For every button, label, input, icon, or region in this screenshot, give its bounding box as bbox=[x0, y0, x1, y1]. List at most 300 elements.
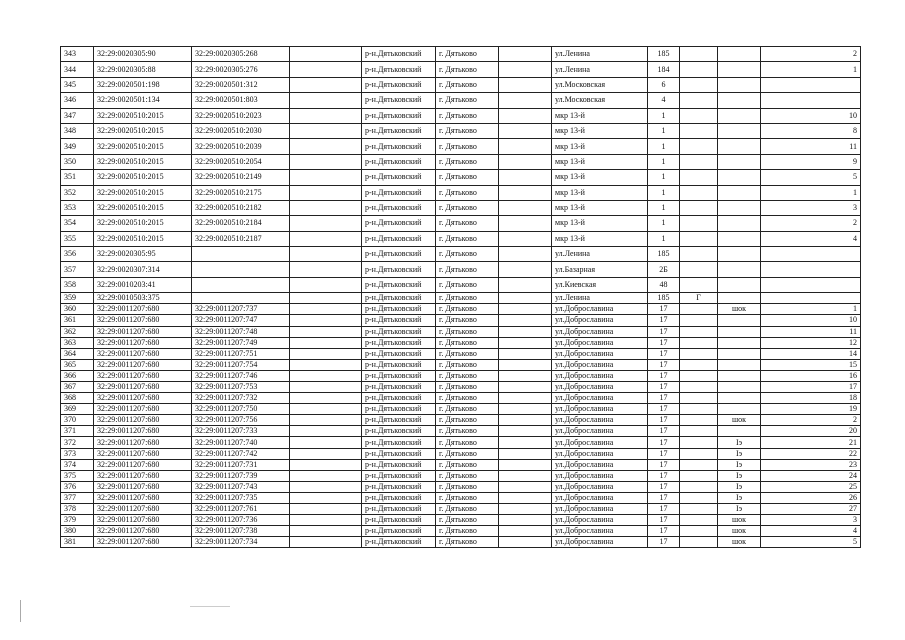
house-number: 17 bbox=[648, 515, 680, 526]
empty-cell bbox=[290, 123, 362, 138]
table-row bbox=[61, 393, 861, 404]
house-number: 1 bbox=[648, 200, 680, 215]
district: р-н.Дятьковский bbox=[362, 515, 436, 526]
city: г. Дятьково bbox=[436, 123, 499, 138]
flat-number: 1 bbox=[761, 304, 861, 315]
flat-number: 5 bbox=[761, 537, 861, 548]
empty-cell bbox=[290, 404, 362, 415]
house-number: 1 bbox=[648, 185, 680, 200]
street: ул.Доброславина bbox=[552, 448, 648, 459]
row-number: 380 bbox=[61, 526, 94, 537]
cadastral-number-parcel: 32:29:0010503:375 bbox=[94, 293, 192, 304]
flat-number: 1 bbox=[761, 62, 861, 77]
city: г. Дятьково bbox=[436, 404, 499, 415]
premises-type: Iэ bbox=[718, 459, 761, 470]
premises-type: шок bbox=[718, 526, 761, 537]
district: р-н.Дятьковский bbox=[362, 326, 436, 337]
house-number: 185 bbox=[648, 293, 680, 304]
row-number: 356 bbox=[61, 247, 94, 262]
table-row bbox=[61, 481, 861, 492]
table-row bbox=[61, 108, 861, 123]
house-number: 1 bbox=[648, 123, 680, 138]
empty-cell bbox=[499, 77, 552, 92]
street: ул.Киевская bbox=[552, 277, 648, 292]
empty-cell bbox=[290, 426, 362, 437]
cadastral-number-unit: 32:29:0011207:753 bbox=[192, 382, 290, 393]
city: г. Дятьково bbox=[436, 359, 499, 370]
street: ул.Доброславина bbox=[552, 337, 648, 348]
empty-cell bbox=[499, 247, 552, 262]
row-number: 378 bbox=[61, 504, 94, 515]
cadastral-number-parcel: 32:29:0011207:680 bbox=[94, 492, 192, 503]
row-number: 347 bbox=[61, 108, 94, 123]
table-row bbox=[61, 459, 861, 470]
empty-cell bbox=[290, 504, 362, 515]
premises-type bbox=[718, 404, 761, 415]
row-number: 343 bbox=[61, 47, 94, 62]
house-number: 17 bbox=[648, 481, 680, 492]
empty-cell bbox=[290, 277, 362, 292]
cadastral-number-parcel: 32:29:0020305:95 bbox=[94, 247, 192, 262]
flat-number bbox=[761, 77, 861, 92]
cadastral-number-unit: 32:29:0011207:750 bbox=[192, 404, 290, 415]
street: ул.Доброславина bbox=[552, 315, 648, 326]
house-number: 1 bbox=[648, 154, 680, 169]
cadastral-number-parcel: 32:29:0011207:680 bbox=[94, 404, 192, 415]
cadastral-number-parcel: 32:29:0020510:2015 bbox=[94, 231, 192, 246]
district: р-н.Дятьковский bbox=[362, 437, 436, 448]
house-number: 17 bbox=[648, 393, 680, 404]
house-number: 17 bbox=[648, 359, 680, 370]
building-letter bbox=[680, 426, 718, 437]
empty-cell bbox=[290, 382, 362, 393]
table-row bbox=[61, 515, 861, 526]
empty-cell bbox=[290, 77, 362, 92]
cadastral-number-unit: 32:29:0020305:276 bbox=[192, 62, 290, 77]
empty-cell bbox=[499, 537, 552, 548]
cadastral-number-parcel: 32:29:0011207:680 bbox=[94, 481, 192, 492]
row-number: 372 bbox=[61, 437, 94, 448]
city: г. Дятьково bbox=[436, 515, 499, 526]
street: ул.Доброславина bbox=[552, 515, 648, 526]
building-letter bbox=[680, 304, 718, 315]
district: р-н.Дятьковский bbox=[362, 526, 436, 537]
cadastral-number-parcel: 32:29:0011207:680 bbox=[94, 504, 192, 515]
building-letter bbox=[680, 326, 718, 337]
cadastral-number-unit: 32:29:0020501:312 bbox=[192, 77, 290, 92]
table-row bbox=[61, 337, 861, 348]
cadastral-number-unit: 32:29:0011207:761 bbox=[192, 504, 290, 515]
premises-type bbox=[718, 348, 761, 359]
cadastral-number-unit: 32:29:0020510:2187 bbox=[192, 231, 290, 246]
street: мкр 13-й bbox=[552, 123, 648, 138]
city: г. Дятьково bbox=[436, 277, 499, 292]
cadastral-number-unit: 32:29:0011207:754 bbox=[192, 359, 290, 370]
cadastral-number-unit: 32:29:0011207:756 bbox=[192, 415, 290, 426]
house-number: 17 bbox=[648, 337, 680, 348]
empty-cell bbox=[499, 481, 552, 492]
house-number: 17 bbox=[648, 492, 680, 503]
cadastral-number-parcel: 32:29:0020510:2015 bbox=[94, 185, 192, 200]
empty-cell bbox=[499, 262, 552, 277]
flat-number: 26 bbox=[761, 492, 861, 503]
cadastral-number-unit bbox=[192, 277, 290, 292]
row-number: 344 bbox=[61, 62, 94, 77]
city: г. Дятьково bbox=[436, 459, 499, 470]
empty-cell bbox=[499, 492, 552, 503]
empty-cell bbox=[499, 382, 552, 393]
building-letter bbox=[680, 93, 718, 108]
flat-number: 18 bbox=[761, 393, 861, 404]
street: ул.Ленина bbox=[552, 247, 648, 262]
cadastral-number-unit: 32:29:0020510:2054 bbox=[192, 154, 290, 169]
row-number: 377 bbox=[61, 492, 94, 503]
city: г. Дятьково bbox=[436, 93, 499, 108]
premises-type: Iэ bbox=[718, 437, 761, 448]
premises-type bbox=[718, 216, 761, 231]
cadastral-number-parcel: 32:29:0011207:680 bbox=[94, 382, 192, 393]
building-letter bbox=[680, 470, 718, 481]
district: р-н.Дятьковский bbox=[362, 404, 436, 415]
building-letter bbox=[680, 154, 718, 169]
row-number: 345 bbox=[61, 77, 94, 92]
empty-cell bbox=[499, 448, 552, 459]
street: ул.Доброславина bbox=[552, 459, 648, 470]
premises-type bbox=[718, 247, 761, 262]
house-number: 17 bbox=[648, 370, 680, 381]
table-row bbox=[61, 404, 861, 415]
house-number: 185 bbox=[648, 47, 680, 62]
cadastral-number-unit: 32:29:0011207:743 bbox=[192, 481, 290, 492]
premises-type bbox=[718, 47, 761, 62]
table-row bbox=[61, 359, 861, 370]
city: г. Дятьково bbox=[436, 370, 499, 381]
city: г. Дятьково bbox=[436, 170, 499, 185]
district: р-н.Дятьковский bbox=[362, 77, 436, 92]
cadastral-number-parcel: 32:29:0020510:2015 bbox=[94, 154, 192, 169]
table-row bbox=[61, 382, 861, 393]
city: г. Дятьково bbox=[436, 437, 499, 448]
street: мкр 13-й bbox=[552, 231, 648, 246]
house-number: 184 bbox=[648, 62, 680, 77]
flat-number: 3 bbox=[761, 515, 861, 526]
premises-type bbox=[718, 382, 761, 393]
empty-cell bbox=[290, 47, 362, 62]
row-number: 369 bbox=[61, 404, 94, 415]
street: ул.Доброславина bbox=[552, 370, 648, 381]
premises-type bbox=[718, 315, 761, 326]
empty-cell bbox=[499, 504, 552, 515]
street: мкр 13-й bbox=[552, 108, 648, 123]
premises-type: шок bbox=[718, 515, 761, 526]
building-letter bbox=[680, 247, 718, 262]
table-row bbox=[61, 200, 861, 215]
district: р-н.Дятьковский bbox=[362, 185, 436, 200]
empty-cell bbox=[290, 304, 362, 315]
table-row bbox=[61, 470, 861, 481]
cadastral-number-parcel: 32:29:0020501:134 bbox=[94, 93, 192, 108]
empty-cell bbox=[290, 348, 362, 359]
empty-cell bbox=[499, 139, 552, 154]
cadastral-number-parcel: 32:29:0011207:680 bbox=[94, 459, 192, 470]
city: г. Дятьково bbox=[436, 415, 499, 426]
premises-type bbox=[718, 326, 761, 337]
street: ул.Доброславина bbox=[552, 415, 648, 426]
house-number: 1 bbox=[648, 170, 680, 185]
house-number: 1 bbox=[648, 216, 680, 231]
district: р-н.Дятьковский bbox=[362, 370, 436, 381]
district: р-н.Дятьковский bbox=[362, 139, 436, 154]
empty-cell bbox=[499, 231, 552, 246]
street: ул.Доброславина bbox=[552, 304, 648, 315]
empty-cell bbox=[290, 170, 362, 185]
cadastral-number-unit: 32:29:0011207:739 bbox=[192, 470, 290, 481]
house-number: 17 bbox=[648, 315, 680, 326]
house-number: 17 bbox=[648, 526, 680, 537]
city: г. Дятьково bbox=[436, 216, 499, 231]
premises-type bbox=[718, 185, 761, 200]
city: г. Дятьково bbox=[436, 108, 499, 123]
district: р-н.Дятьковский bbox=[362, 393, 436, 404]
house-number: 17 bbox=[648, 326, 680, 337]
cadastral-number-unit: 32:29:0020510:2030 bbox=[192, 123, 290, 138]
table-row bbox=[61, 277, 861, 292]
district: р-н.Дятьковский bbox=[362, 216, 436, 231]
building-letter bbox=[680, 62, 718, 77]
district: р-н.Дятьковский bbox=[362, 154, 436, 169]
flat-number: 25 bbox=[761, 481, 861, 492]
city: г. Дятьково bbox=[436, 348, 499, 359]
empty-cell bbox=[499, 123, 552, 138]
row-number: 364 bbox=[61, 348, 94, 359]
district: р-н.Дятьковский bbox=[362, 470, 436, 481]
flat-number: 1 bbox=[761, 185, 861, 200]
cadastral-number-unit: 32:29:0020501:803 bbox=[192, 93, 290, 108]
house-number: 1 bbox=[648, 108, 680, 123]
city: г. Дятьково bbox=[436, 62, 499, 77]
city: г. Дятьково bbox=[436, 247, 499, 262]
premises-type bbox=[718, 426, 761, 437]
cadastral-number-parcel: 32:29:0011207:680 bbox=[94, 537, 192, 548]
building-letter bbox=[680, 315, 718, 326]
cadastral-number-unit bbox=[192, 293, 290, 304]
cadastral-number-parcel: 32:29:0011207:680 bbox=[94, 393, 192, 404]
empty-cell bbox=[290, 470, 362, 481]
premises-type: Iэ bbox=[718, 492, 761, 503]
street: ул.Доброславина bbox=[552, 326, 648, 337]
city: г. Дятьково bbox=[436, 537, 499, 548]
row-number: 354 bbox=[61, 216, 94, 231]
flat-number: 2 bbox=[761, 47, 861, 62]
cadastral-number-unit: 32:29:0011207:742 bbox=[192, 448, 290, 459]
empty-cell bbox=[290, 139, 362, 154]
empty-cell bbox=[499, 326, 552, 337]
empty-cell bbox=[499, 426, 552, 437]
flat-number: 15 bbox=[761, 359, 861, 370]
premises-type: шок bbox=[718, 415, 761, 426]
row-number: 365 bbox=[61, 359, 94, 370]
cadastral-number-unit: 32:29:0011207:737 bbox=[192, 304, 290, 315]
flat-number: 24 bbox=[761, 470, 861, 481]
district: р-н.Дятьковский bbox=[362, 47, 436, 62]
flat-number: 19 bbox=[761, 404, 861, 415]
table-row bbox=[61, 123, 861, 138]
row-number: 363 bbox=[61, 337, 94, 348]
street: мкр 13-й bbox=[552, 170, 648, 185]
premises-type bbox=[718, 231, 761, 246]
city: г. Дятьково bbox=[436, 262, 499, 277]
empty-cell bbox=[499, 459, 552, 470]
premises-type bbox=[718, 393, 761, 404]
flat-number: 2 bbox=[761, 216, 861, 231]
empty-cell bbox=[499, 404, 552, 415]
building-letter bbox=[680, 200, 718, 215]
city: г. Дятьково bbox=[436, 470, 499, 481]
district: р-н.Дятьковский bbox=[362, 277, 436, 292]
street: мкр 13-й bbox=[552, 154, 648, 169]
cadastral-number-unit: 32:29:0011207:732 bbox=[192, 393, 290, 404]
empty-cell bbox=[290, 448, 362, 459]
empty-cell bbox=[499, 154, 552, 169]
street: ул.Доброславина bbox=[552, 437, 648, 448]
table-row bbox=[61, 492, 861, 503]
street: ул.Базарная bbox=[552, 262, 648, 277]
empty-cell bbox=[290, 537, 362, 548]
district: р-н.Дятьковский bbox=[362, 359, 436, 370]
cadastral-number-parcel: 32:29:0020305:88 bbox=[94, 62, 192, 77]
district: р-н.Дятьковский bbox=[362, 415, 436, 426]
premises-type bbox=[718, 293, 761, 304]
premises-type bbox=[718, 170, 761, 185]
city: г. Дятьково bbox=[436, 448, 499, 459]
cadastral-number-unit: 32:29:0011207:736 bbox=[192, 515, 290, 526]
table-row bbox=[61, 262, 861, 277]
flat-number: 11 bbox=[761, 326, 861, 337]
row-number: 349 bbox=[61, 139, 94, 154]
empty-cell bbox=[290, 247, 362, 262]
table-row bbox=[61, 326, 861, 337]
table-row bbox=[61, 437, 861, 448]
row-number: 375 bbox=[61, 470, 94, 481]
cadastral-number-parcel: 32:29:0011207:680 bbox=[94, 415, 192, 426]
flat-number bbox=[761, 247, 861, 262]
cadastral-number-unit: 32:29:0011207:746 bbox=[192, 370, 290, 381]
house-number: 17 bbox=[648, 426, 680, 437]
flat-number: 5 bbox=[761, 170, 861, 185]
district: р-н.Дятьковский bbox=[362, 537, 436, 548]
premises-type bbox=[718, 359, 761, 370]
table-row bbox=[61, 231, 861, 246]
cadastral-number-unit: 32:29:0011207:749 bbox=[192, 337, 290, 348]
cadastral-number-unit: 32:29:0020510:2023 bbox=[192, 108, 290, 123]
cadastral-number-unit: 32:29:0020510:2039 bbox=[192, 139, 290, 154]
row-number: 350 bbox=[61, 154, 94, 169]
flat-number: 14 bbox=[761, 348, 861, 359]
district: р-н.Дятьковский bbox=[362, 123, 436, 138]
table-row bbox=[61, 47, 861, 62]
city: г. Дятьково bbox=[436, 47, 499, 62]
city: г. Дятьково bbox=[436, 315, 499, 326]
empty-cell bbox=[499, 47, 552, 62]
empty-cell bbox=[499, 393, 552, 404]
table-row bbox=[61, 185, 861, 200]
building-letter bbox=[680, 47, 718, 62]
cadastral-number-parcel: 32:29:0011207:680 bbox=[94, 526, 192, 537]
empty-cell bbox=[499, 415, 552, 426]
cadastral-number-unit: 32:29:0020510:2149 bbox=[192, 170, 290, 185]
cadastral-number-parcel: 32:29:0020510:2015 bbox=[94, 123, 192, 138]
flat-number: 10 bbox=[761, 108, 861, 123]
building-letter bbox=[680, 77, 718, 92]
table-row bbox=[61, 139, 861, 154]
premises-type bbox=[718, 108, 761, 123]
table-row bbox=[61, 504, 861, 515]
cadastral-number-parcel: 32:29:0020501:198 bbox=[94, 77, 192, 92]
cadastral-number-unit: 32:29:0011207:733 bbox=[192, 426, 290, 437]
row-number: 346 bbox=[61, 93, 94, 108]
building-letter bbox=[680, 277, 718, 292]
street: ул.Доброславина bbox=[552, 382, 648, 393]
empty-cell bbox=[499, 108, 552, 123]
premises-type bbox=[718, 139, 761, 154]
district: р-н.Дятьковский bbox=[362, 481, 436, 492]
row-number: 362 bbox=[61, 326, 94, 337]
premises-type: шок bbox=[718, 304, 761, 315]
city: г. Дятьково bbox=[436, 293, 499, 304]
cadastral-number-parcel: 32:29:0020510:2015 bbox=[94, 170, 192, 185]
table-row bbox=[61, 526, 861, 537]
empty-cell bbox=[499, 277, 552, 292]
cadastral-number-unit: 32:29:0011207:731 bbox=[192, 459, 290, 470]
empty-cell bbox=[290, 315, 362, 326]
row-number: 355 bbox=[61, 231, 94, 246]
street: ул.Доброславина bbox=[552, 537, 648, 548]
street: ул.Доброславина bbox=[552, 504, 648, 515]
cadastral-number-parcel: 32:29:0020305:90 bbox=[94, 47, 192, 62]
city: г. Дятьково bbox=[436, 492, 499, 503]
building-letter bbox=[680, 415, 718, 426]
flat-number: 4 bbox=[761, 526, 861, 537]
district: р-н.Дятьковский bbox=[362, 293, 436, 304]
table-body bbox=[61, 47, 861, 548]
empty-cell bbox=[499, 470, 552, 481]
street: ул.Доброславина bbox=[552, 359, 648, 370]
table-row bbox=[61, 93, 861, 108]
empty-cell bbox=[290, 108, 362, 123]
building-letter bbox=[680, 459, 718, 470]
street: ул.Доброславина bbox=[552, 393, 648, 404]
cadastral-number-parcel: 32:29:0011207:680 bbox=[94, 370, 192, 381]
cadastral-number-parcel: 32:29:0011207:680 bbox=[94, 448, 192, 459]
empty-cell bbox=[290, 415, 362, 426]
street: ул.Ленина bbox=[552, 47, 648, 62]
cadastral-number-parcel: 32:29:0011207:680 bbox=[94, 437, 192, 448]
row-number: 359 bbox=[61, 293, 94, 304]
flat-number: 20 bbox=[761, 426, 861, 437]
house-number: 1 bbox=[648, 231, 680, 246]
district: р-н.Дятьковский bbox=[362, 426, 436, 437]
cadastral-number-parcel: 32:29:0020510:2015 bbox=[94, 108, 192, 123]
row-number: 361 bbox=[61, 315, 94, 326]
table-row bbox=[61, 154, 861, 169]
building-letter bbox=[680, 359, 718, 370]
building-letter bbox=[680, 526, 718, 537]
district: р-н.Дятьковский bbox=[362, 492, 436, 503]
district: р-н.Дятьковский bbox=[362, 315, 436, 326]
empty-cell bbox=[499, 62, 552, 77]
building-letter bbox=[680, 123, 718, 138]
house-number: 17 bbox=[648, 470, 680, 481]
